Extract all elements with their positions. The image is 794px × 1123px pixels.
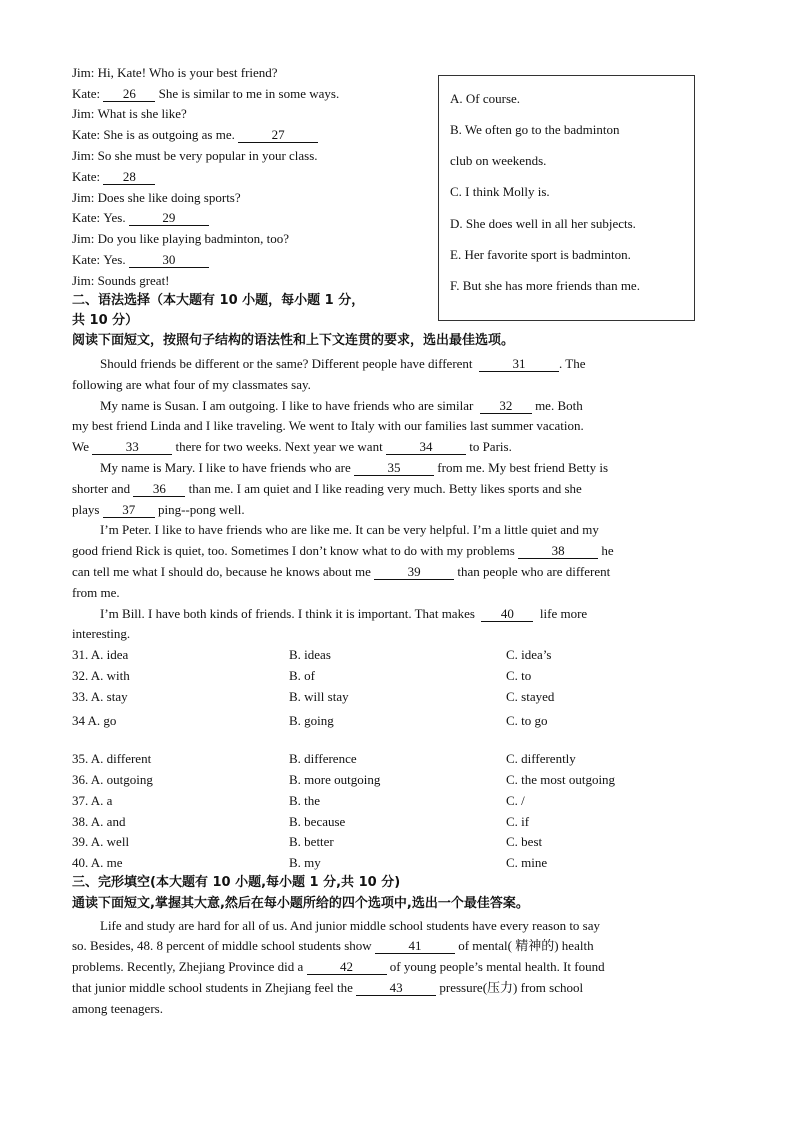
line-text: Do you like playing badminton, too?: [97, 231, 290, 246]
choice-b[interactable]: B. of: [289, 668, 315, 683]
dialogue-line: [72, 65, 278, 81]
choice-c[interactable]: C. /: [506, 793, 525, 808]
dialogue-line: [72, 106, 187, 122]
passage-line: My name is Mary. I like to have friends who are 35 from me. My best friend Betty is: [100, 460, 609, 475]
passage-line: among teenagers.: [72, 1001, 163, 1016]
option-b: B. We often go to the badminton: [450, 122, 620, 137]
passage-line: I’m Peter. I like to have friends who are like me. It can be very helpful. I’m a little quiet and my: [100, 522, 599, 537]
option-e: E. Her favorite sport is badminton.: [450, 247, 631, 262]
blank-35[interactable]: 35: [354, 461, 434, 476]
blank-34[interactable]: 34: [386, 440, 466, 455]
dialogue-line: [72, 86, 339, 102]
passage-line: problems. Recently, Zhejiang Province did a 42 of young people’s mental health. It found: [72, 959, 605, 974]
passage-line: shorter and 36 than me. I am quiet and I like reading very much. Betty likes sports and she: [72, 481, 582, 496]
blank-26[interactable]: 26: [103, 87, 155, 102]
options-box: [438, 75, 695, 321]
blank-30[interactable]: 30: [129, 253, 209, 268]
passage-line: My name is Susan. I am outgoing. I like to have friends who are similar 32 me. Both: [100, 398, 583, 413]
line-text: Sounds great!: [97, 273, 170, 288]
choice-c[interactable]: C. mine: [506, 855, 548, 870]
choice-c[interactable]: C. stayed: [506, 689, 555, 704]
choice-a[interactable]: 34 A. go: [72, 713, 117, 728]
blank-38[interactable]: 38: [518, 544, 598, 559]
dialogue-line: [72, 190, 241, 206]
choice-b[interactable]: B. the: [289, 793, 321, 808]
speaker: Jim:: [72, 65, 95, 80]
speaker: Kate:: [72, 252, 101, 267]
line-text: Hi, Kate! Who is your best friend?: [97, 65, 278, 80]
speaker: Jim:: [72, 273, 95, 288]
option-a: A. Of course.: [450, 91, 521, 106]
dialogue-line: [72, 252, 209, 268]
section2-instruction: 阅读下面短文，按照句子结构的语法性和上下文连贯的要求，选出最佳选项。: [72, 333, 515, 348]
passage-line: following are what four of my classmates say.: [72, 377, 311, 392]
dialogue-line: [72, 231, 289, 247]
choice-a[interactable]: 31. A. idea: [72, 647, 129, 662]
section3-instruction: 通读下面短文,掌握其大意,然后在每小题所给的四个选项中,选出一个最佳答案。: [72, 896, 529, 911]
choice-b[interactable]: B. ideas: [289, 647, 331, 662]
choice-c[interactable]: C. best: [506, 834, 543, 849]
choice-b[interactable]: B. my: [289, 855, 321, 870]
line-text: She is similar to me in some ways.: [158, 86, 340, 101]
speaker: Jim:: [72, 106, 95, 121]
passage-line: my best friend Linda and I like traveling. We went to Italy with our families last summer vacation.: [72, 418, 584, 433]
choice-c[interactable]: C. if: [506, 814, 530, 829]
blank-27[interactable]: 27: [238, 128, 318, 143]
passage-line: Life and study are hard for all of us. And junior middle school students have every reason to say: [100, 918, 601, 933]
speaker: Kate:: [72, 169, 101, 184]
line-text: She is as outgoing as me.: [103, 127, 235, 142]
choice-a[interactable]: 37. A. a: [72, 793, 113, 808]
passage-line: Should friends be different or the same? Different people have different 31 . The: [100, 356, 586, 371]
speaker: Kate:: [72, 210, 101, 225]
speaker: Jim:: [72, 148, 95, 163]
choice-b[interactable]: B. will stay: [289, 689, 349, 704]
line-text: What is she like?: [97, 106, 187, 121]
option-c: C. I think Molly is.: [450, 184, 550, 199]
speaker: Jim:: [72, 190, 95, 205]
choice-a[interactable]: 36. A. outgoing: [72, 772, 153, 787]
choice-b[interactable]: B. better: [289, 834, 334, 849]
choice-b[interactable]: B. going: [289, 713, 334, 728]
passage-line: good friend Rick is quiet, too. Sometimes I don’t know what to do with my problems 38 he: [72, 543, 614, 558]
passage-line: so. Besides, 48. 8 percent of middle school students show 41 of mental( 精神的) health: [72, 938, 594, 953]
passage-line: can tell me what I should do, because he knows about me 39 than people who are different: [72, 564, 611, 579]
passage-line: I’m Bill. I have both kinds of friends. I think it is important. That makes 40 life more: [100, 606, 588, 621]
passage-line: interesting.: [72, 626, 131, 641]
choice-a[interactable]: 35. A. different: [72, 751, 152, 766]
choice-a[interactable]: 38. A. and: [72, 814, 126, 829]
dialogue-line: [72, 169, 155, 185]
blank-39[interactable]: 39: [374, 565, 454, 580]
blank-43[interactable]: 43: [356, 981, 436, 996]
option-b-continued: club on weekends.: [450, 153, 547, 168]
speaker: Kate:: [72, 86, 101, 101]
passage-line: from me.: [72, 585, 120, 600]
choice-b[interactable]: B. difference: [289, 751, 357, 766]
line-text: Yes.: [103, 252, 126, 267]
choice-c[interactable]: C. to: [506, 668, 532, 683]
speaker: Jim:: [72, 231, 95, 246]
dialogue-line: [72, 210, 209, 226]
blank-29[interactable]: 29: [129, 211, 209, 226]
section3-heading: 三、完形填空(本大题有 10 小题,每小题 1 分,共 10 分): [72, 875, 401, 890]
passage-line: plays 37 ping--pong well.: [72, 502, 245, 517]
blank-40[interactable]: 40: [481, 607, 533, 622]
line-text: Yes.: [103, 210, 126, 225]
line-text: Does she like doing sports?: [97, 190, 241, 205]
choice-c[interactable]: C. the most outgoing: [506, 772, 616, 787]
speaker: Kate:: [72, 127, 101, 142]
choice-a[interactable]: 39. A. well: [72, 834, 130, 849]
choice-c[interactable]: C. to go: [506, 713, 548, 728]
choice-b[interactable]: B. more outgoing: [289, 772, 381, 787]
choice-c[interactable]: C. idea’s: [506, 647, 552, 662]
dialogue-line: [72, 273, 170, 289]
blank-32[interactable]: 32: [480, 399, 532, 414]
blank-33[interactable]: 33: [92, 440, 172, 455]
section2-heading: 二、语法选择（本大题有 10 小题，每小题 1 分，: [72, 293, 365, 308]
blank-28[interactable]: 28: [103, 170, 155, 185]
choice-c[interactable]: C. differently: [506, 751, 576, 766]
section2-heading-cont: 共 10 分）: [72, 313, 139, 328]
dialogue-line: [72, 148, 318, 164]
dialogue-line: [72, 127, 318, 143]
blank-42[interactable]: 42: [307, 960, 387, 975]
passage-line: that junior middle school students in Zhejiang feel the 43 pressure(压力) from school: [72, 980, 584, 995]
passage-line: We 33 there for two weeks. Next year we want 34 to Paris.: [72, 439, 512, 454]
choice-b[interactable]: B. because: [289, 814, 346, 829]
blank-31[interactable]: 31: [479, 357, 559, 372]
option-f: F. But she has more friends than me.: [450, 278, 640, 293]
choice-a[interactable]: 33. A. stay: [72, 689, 128, 704]
choice-a[interactable]: 32. A. with: [72, 668, 130, 683]
line-text: So she must be very popular in your class.: [97, 148, 318, 163]
blank-37[interactable]: 37: [103, 503, 155, 518]
blank-41[interactable]: 41: [375, 939, 455, 954]
choice-a[interactable]: 40. A. me: [72, 855, 123, 870]
option-d: D. She does well in all her subjects.: [450, 216, 636, 231]
blank-36[interactable]: 36: [133, 482, 185, 497]
